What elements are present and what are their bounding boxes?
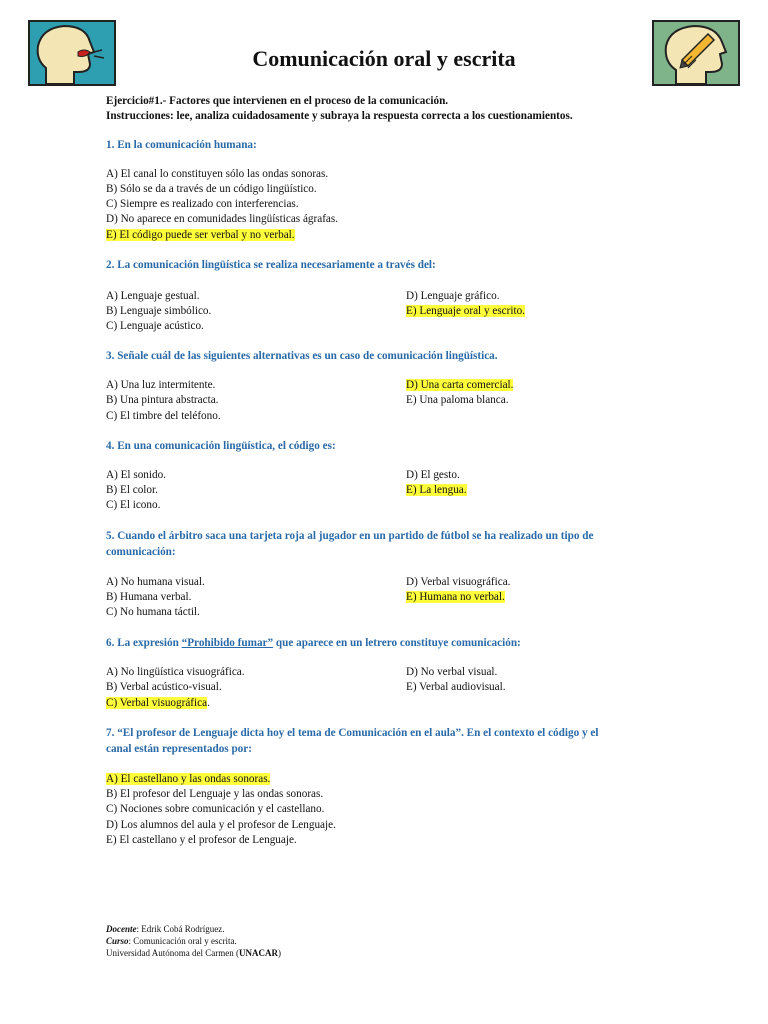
q5-option-e: E) Humana no verbal. <box>406 591 505 603</box>
q4-option-d: D) El gesto. <box>406 469 460 481</box>
q7-option-a: A) El castellano y las ondas sonoras. <box>106 773 271 785</box>
q5-option-a: A) No humana visual. <box>106 576 205 588</box>
question-5-line-2: comunicación: <box>106 546 176 558</box>
question-6-pre: 6. La expresión <box>106 637 182 649</box>
q1-option-c: C) Siempre es realizado con interferencias. <box>106 198 299 210</box>
q1-option-b: B) Sólo se da a través de un código lingüístico. <box>106 183 317 195</box>
q6-option-c-period: . <box>207 697 210 709</box>
q4-option-c: C) El icono. <box>106 499 161 511</box>
q4-option-a: A) El sonido. <box>106 469 166 481</box>
q6-option-d: D) No verbal visual. <box>406 666 498 678</box>
q5-option-b: B) Humana verbal. <box>106 591 192 603</box>
q2-option-d: D) Lenguaje gráfico. <box>406 290 500 302</box>
q1-option-a: A) El canal lo constituyen sólo las ondas sonoras. <box>106 168 329 180</box>
question-7-line-1: 7. “El profesor de Lenguaje dicta hoy el tema de Comunicación en el aula”. En el contexto el código y el <box>106 727 599 739</box>
question-6-post: que aparece en un letrero constituye comunicación: <box>273 637 521 649</box>
exercise-instructions: Instrucciones: lee, analiza cuidadosamente y subraya la respuesta correcta a los cuestionamientos. <box>106 110 573 122</box>
q7-option-d: D) Los alumnos del aula y el profesor de Lenguaje. <box>106 819 336 831</box>
q3-option-a: A) Una luz intermitente. <box>106 379 216 391</box>
q6-option-c: C) Verbal visuográfica <box>106 697 208 709</box>
q5-option-c: C) No humana táctil. <box>106 606 200 618</box>
q3-option-c: C) El timbre del teléfono. <box>106 410 221 422</box>
q6-option-b: B) Verbal acústico-visual. <box>106 681 222 693</box>
university-post: ) <box>277 948 281 958</box>
q1-option-e: E) El código puede ser verbal y no verbal. <box>106 229 295 241</box>
footer-docente <box>106 924 224 935</box>
q3-option-e: E) Una paloma blanca. <box>406 394 509 406</box>
university-pre: Universidad Autónoma del Carmen ( <box>106 948 239 958</box>
q2-option-a: A) Lenguaje gestual. <box>106 290 200 302</box>
question-4: 4. En una comunicación lingüística, el código es: <box>106 440 336 452</box>
q6-option-a: A) No lingüística visuográfica. <box>106 666 245 678</box>
curso-value: : Comunicación oral y escrita. <box>128 936 237 946</box>
exercise-heading: Ejercicio#1.- Factores que intervienen en el proceso de la comunicación. <box>106 95 449 107</box>
q3-option-d: D) Una carta comercial. <box>406 379 514 391</box>
q2-option-e: E) Lenguaje oral y escrito. <box>406 305 525 317</box>
q3-option-b: B) Una pintura abstracta. <box>106 394 219 406</box>
q4-option-b: B) El color. <box>106 484 158 496</box>
q5-option-d: D) Verbal visuográfica. <box>406 576 511 588</box>
q2-option-b: B) Lenguaje simbólico. <box>106 305 212 317</box>
question-7-line-2: canal están representados por: <box>106 743 252 755</box>
q7-option-b: B) El profesor del Lenguaje y las ondas sonoras. <box>106 788 324 800</box>
page-title: Comunicación oral y escrita <box>252 46 516 71</box>
q4-option-e: E) La lengua. <box>406 484 467 496</box>
question-1: 1. En la comunicación humana: <box>106 139 257 151</box>
university-abbr: UNACAR <box>238 948 278 958</box>
docente-value: : Edrik Cobá Rodríguez. <box>136 924 225 934</box>
question-3: 3. Señale cuál de las siguientes alternativas es un caso de comunicación lingüística. <box>106 350 498 362</box>
question-6 <box>106 635 521 651</box>
footer-university <box>106 948 281 959</box>
q7-option-c: C) Nociones sobre comunicación y el castellano. <box>106 803 325 815</box>
footer-curso <box>106 936 237 947</box>
q1-option-d: D) No aparece en comunidades lingüísticas ágrafas. <box>106 213 339 225</box>
question-2: 2. La comunicación lingüística se realiza necesariamente a través del: <box>106 259 436 271</box>
question-6-quote: “Prohibido fumar” <box>181 637 274 649</box>
curso-label: Curso <box>106 936 129 946</box>
q7-option-e: E) El castellano y el profesor de Lenguaje. <box>106 834 297 846</box>
question-5-line-1: 5. Cuando el árbitro saca una tarjeta roja al jugador en un partido de fútbol se ha realizado un tipo de <box>106 530 594 542</box>
docente-label: Docente <box>106 924 137 934</box>
q2-option-c: C) Lenguaje acústico. <box>106 320 204 332</box>
q6-option-e: E) Verbal audiovisual. <box>406 681 506 693</box>
